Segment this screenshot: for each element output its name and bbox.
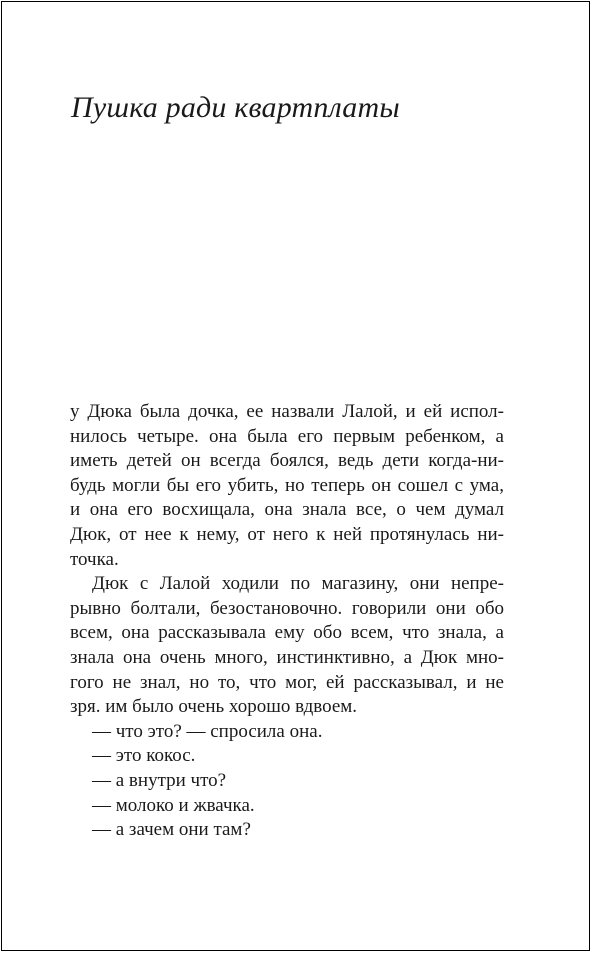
text-line: зря. им было очень хорошо вдвоем. <box>70 696 358 718</box>
chapter-body <box>70 400 504 843</box>
chapter-title: Пушка ради квартплаты <box>71 91 400 124</box>
text-line: и она его восхищала, она знала все, о чем думал <box>70 499 504 521</box>
text-line: знала она очень много, инстинктивно, а Дюк мно- <box>70 646 504 668</box>
dialogue-line: — а внутри что? <box>92 769 227 791</box>
dialogue-line: — это кокос. <box>92 745 196 767</box>
text-line: всем, она рассказывала ему обо всем, что знала, а <box>70 622 504 644</box>
text-line: Дюк с Лалой ходили по магазину, они непре- <box>92 573 504 595</box>
text-line: будь могли бы его убить, но теперь он сошел с ума, <box>70 474 504 496</box>
text-line: нилось четыре. она была его первым ребенком, а <box>70 425 504 447</box>
dialogue-line: — молоко и жвачка. <box>92 794 255 816</box>
text-line: Дюк, от нее к нему, от него к ней протянулась ни- <box>70 523 504 545</box>
text-line: точка. <box>70 548 119 570</box>
text-line: рывно болтали, безостановочно. говорили они обо <box>70 597 504 619</box>
text-line: гого не знал, но то, что мог, ей рассказывал, и не <box>70 671 504 693</box>
text-line: иметь детей он всегда боялся, ведь дети когда-ни- <box>70 450 504 472</box>
dialogue-line: — что это? — спросила она. <box>92 720 323 742</box>
text-line: у Дюка была дочка, ее назвали Лалой, и ей испол- <box>70 401 504 422</box>
dialogue-line: — а зачем они там? <box>92 819 251 841</box>
book-page <box>1 1 590 951</box>
